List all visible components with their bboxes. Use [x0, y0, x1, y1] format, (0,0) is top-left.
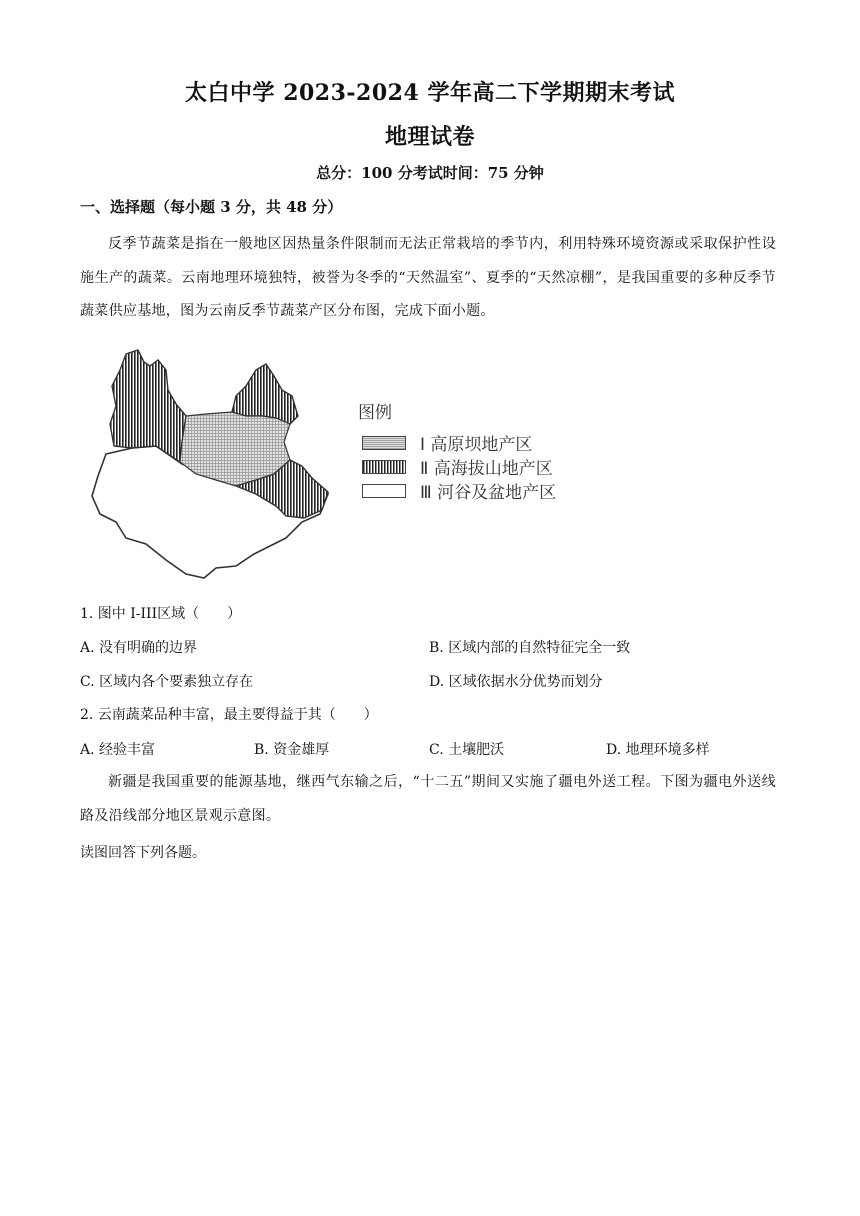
region-ii-northwest: [110, 350, 186, 462]
legend-title: 图例: [358, 403, 392, 423]
legend-item-highland: [362, 454, 553, 479]
legend-swatch-grid: [362, 436, 406, 450]
legend-label: Ⅰ 高原坝地产区: [420, 435, 533, 455]
yunnan-map-graphic: [86, 346, 346, 586]
exam-subject: 地理试卷: [384, 124, 475, 150]
question-2-stem: 2. 云南蔬菜品种丰富，最主要得益于其（ ）: [80, 707, 378, 723]
question-1-option-c[interactable]: C. 区域内各个要素独立存在: [80, 674, 254, 690]
question-2-option-a[interactable]: A. 经验丰富: [80, 742, 156, 758]
legend-swatch-blank: [362, 484, 406, 498]
yunnan-vegetable-map: [86, 346, 580, 586]
legend-label: Ⅱ 高海拔山地产区: [420, 459, 553, 479]
passage-vegetables: 反季节蔬菜是指在一般地区因热量条件限制而无法正常栽培的季节内，利用特殊环境资源或采取保护性设施生产的蔬菜。云南地理环境独特，被誉为冬季的“天然温室”、夏季的“天然凉棚”，是我国重要的多种反季节蔬菜供应基地，图为云南反季节蔬菜产区分布图，完成下面小题。: [80, 236, 776, 319]
exam-title: 太白中学 2023-2024 学年高二下学期期末考试: [185, 80, 675, 106]
question-2-option-c[interactable]: C. 土壤肥沃: [429, 742, 505, 758]
question-1-option-b[interactable]: B. 区域内部的自然特征完全一致: [429, 640, 631, 656]
legend-item-valley: [362, 478, 556, 503]
section-heading: 一、选择题（每小题 3 分，共 48 分）: [80, 198, 343, 216]
question-2-option-b[interactable]: B. 资金雄厚: [254, 742, 330, 758]
question-1-option-a[interactable]: A. 没有明确的边界: [80, 640, 198, 656]
exam-info: 总分：100 分考试时间：75 分钟: [316, 164, 544, 182]
passage-xinjiang-power: 新疆是我国重要的能源基地，继西气东输之后，“十二五”期间又实施了疆电外送工程。下图为疆电外送线路及沿线部分地区景观示意图。: [80, 774, 776, 824]
legend-item-plateau: [362, 430, 532, 455]
reading-prompt: 读图回答下列各题。: [80, 845, 206, 861]
question-1-option-d[interactable]: D. 区域依据水分优势而划分: [429, 674, 603, 690]
legend-label: Ⅲ 河谷及盆地产区: [420, 483, 557, 503]
legend-swatch-lines: [362, 460, 406, 474]
question-1-stem: 1. 图中 I-III区域（ ）: [80, 606, 242, 622]
question-2-option-d[interactable]: D. 地理环境多样: [606, 742, 710, 758]
